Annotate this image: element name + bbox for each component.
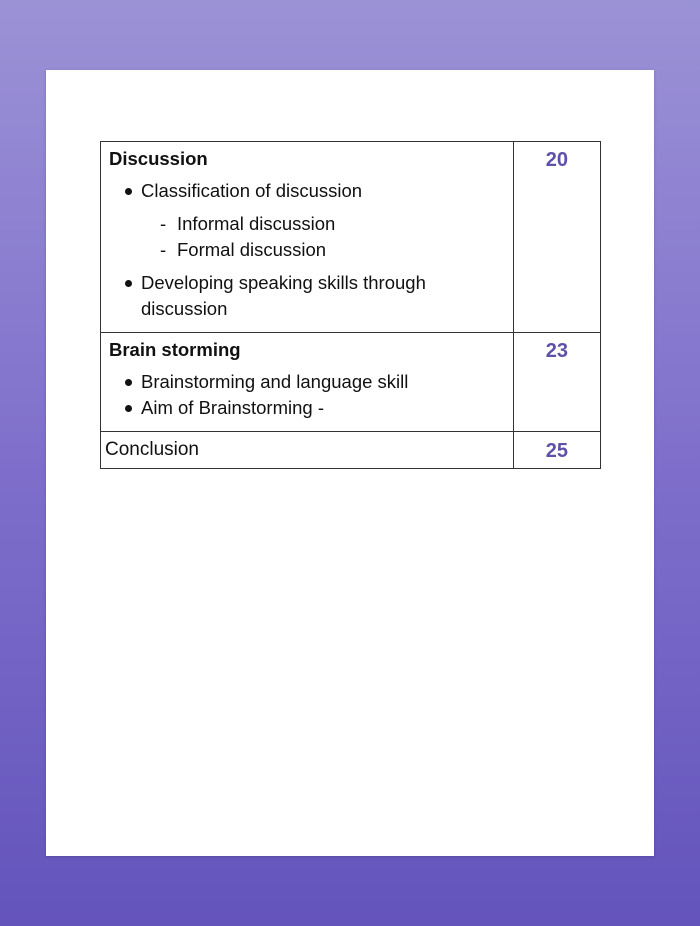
page-number-cell xyxy=(513,142,600,333)
list-item xyxy=(109,178,505,263)
list-item xyxy=(109,270,505,322)
bullet-icon xyxy=(125,379,132,386)
toc-row-discussion xyxy=(101,142,601,333)
section-title: Conclusion xyxy=(105,439,199,460)
bullet-list xyxy=(109,178,505,322)
toc-row-brain-storming xyxy=(101,333,601,432)
section-title: Discussion xyxy=(109,148,208,169)
list-item-label: Classification of discussion xyxy=(141,180,363,201)
list-item-label: Aim of Brainstorming - xyxy=(141,397,324,418)
sub-list-item-label: Formal discussion xyxy=(177,239,327,260)
list-item xyxy=(109,395,505,421)
page-number: 20 xyxy=(545,149,568,171)
page-number: 25 xyxy=(545,440,568,462)
toc-row-conclusion xyxy=(101,432,601,469)
bullet-icon xyxy=(125,188,132,195)
list-item-label: Brainstorming and language skill xyxy=(141,371,409,392)
toc-section-cell xyxy=(101,333,514,432)
page-number-cell xyxy=(513,333,600,432)
list-item-label: Developing speaking skills through discussion xyxy=(141,272,426,319)
page-number: 23 xyxy=(545,340,568,362)
bullet-list xyxy=(109,369,505,421)
bullet-icon xyxy=(125,405,132,412)
sub-list-item xyxy=(141,237,505,263)
table-of-contents xyxy=(100,141,601,469)
dash-icon: - xyxy=(160,239,167,260)
list-item xyxy=(109,369,505,395)
toc-section-cell xyxy=(101,432,514,469)
sub-list-item-label: Informal discussion xyxy=(177,213,336,234)
dash-icon: - xyxy=(160,213,167,234)
document-page xyxy=(46,70,654,856)
section-title: Brain storming xyxy=(109,339,241,360)
bullet-icon xyxy=(125,280,132,287)
sub-list xyxy=(141,211,505,263)
sub-list-item xyxy=(141,211,505,237)
toc-section-cell xyxy=(101,142,514,333)
page-number-cell xyxy=(513,432,600,469)
